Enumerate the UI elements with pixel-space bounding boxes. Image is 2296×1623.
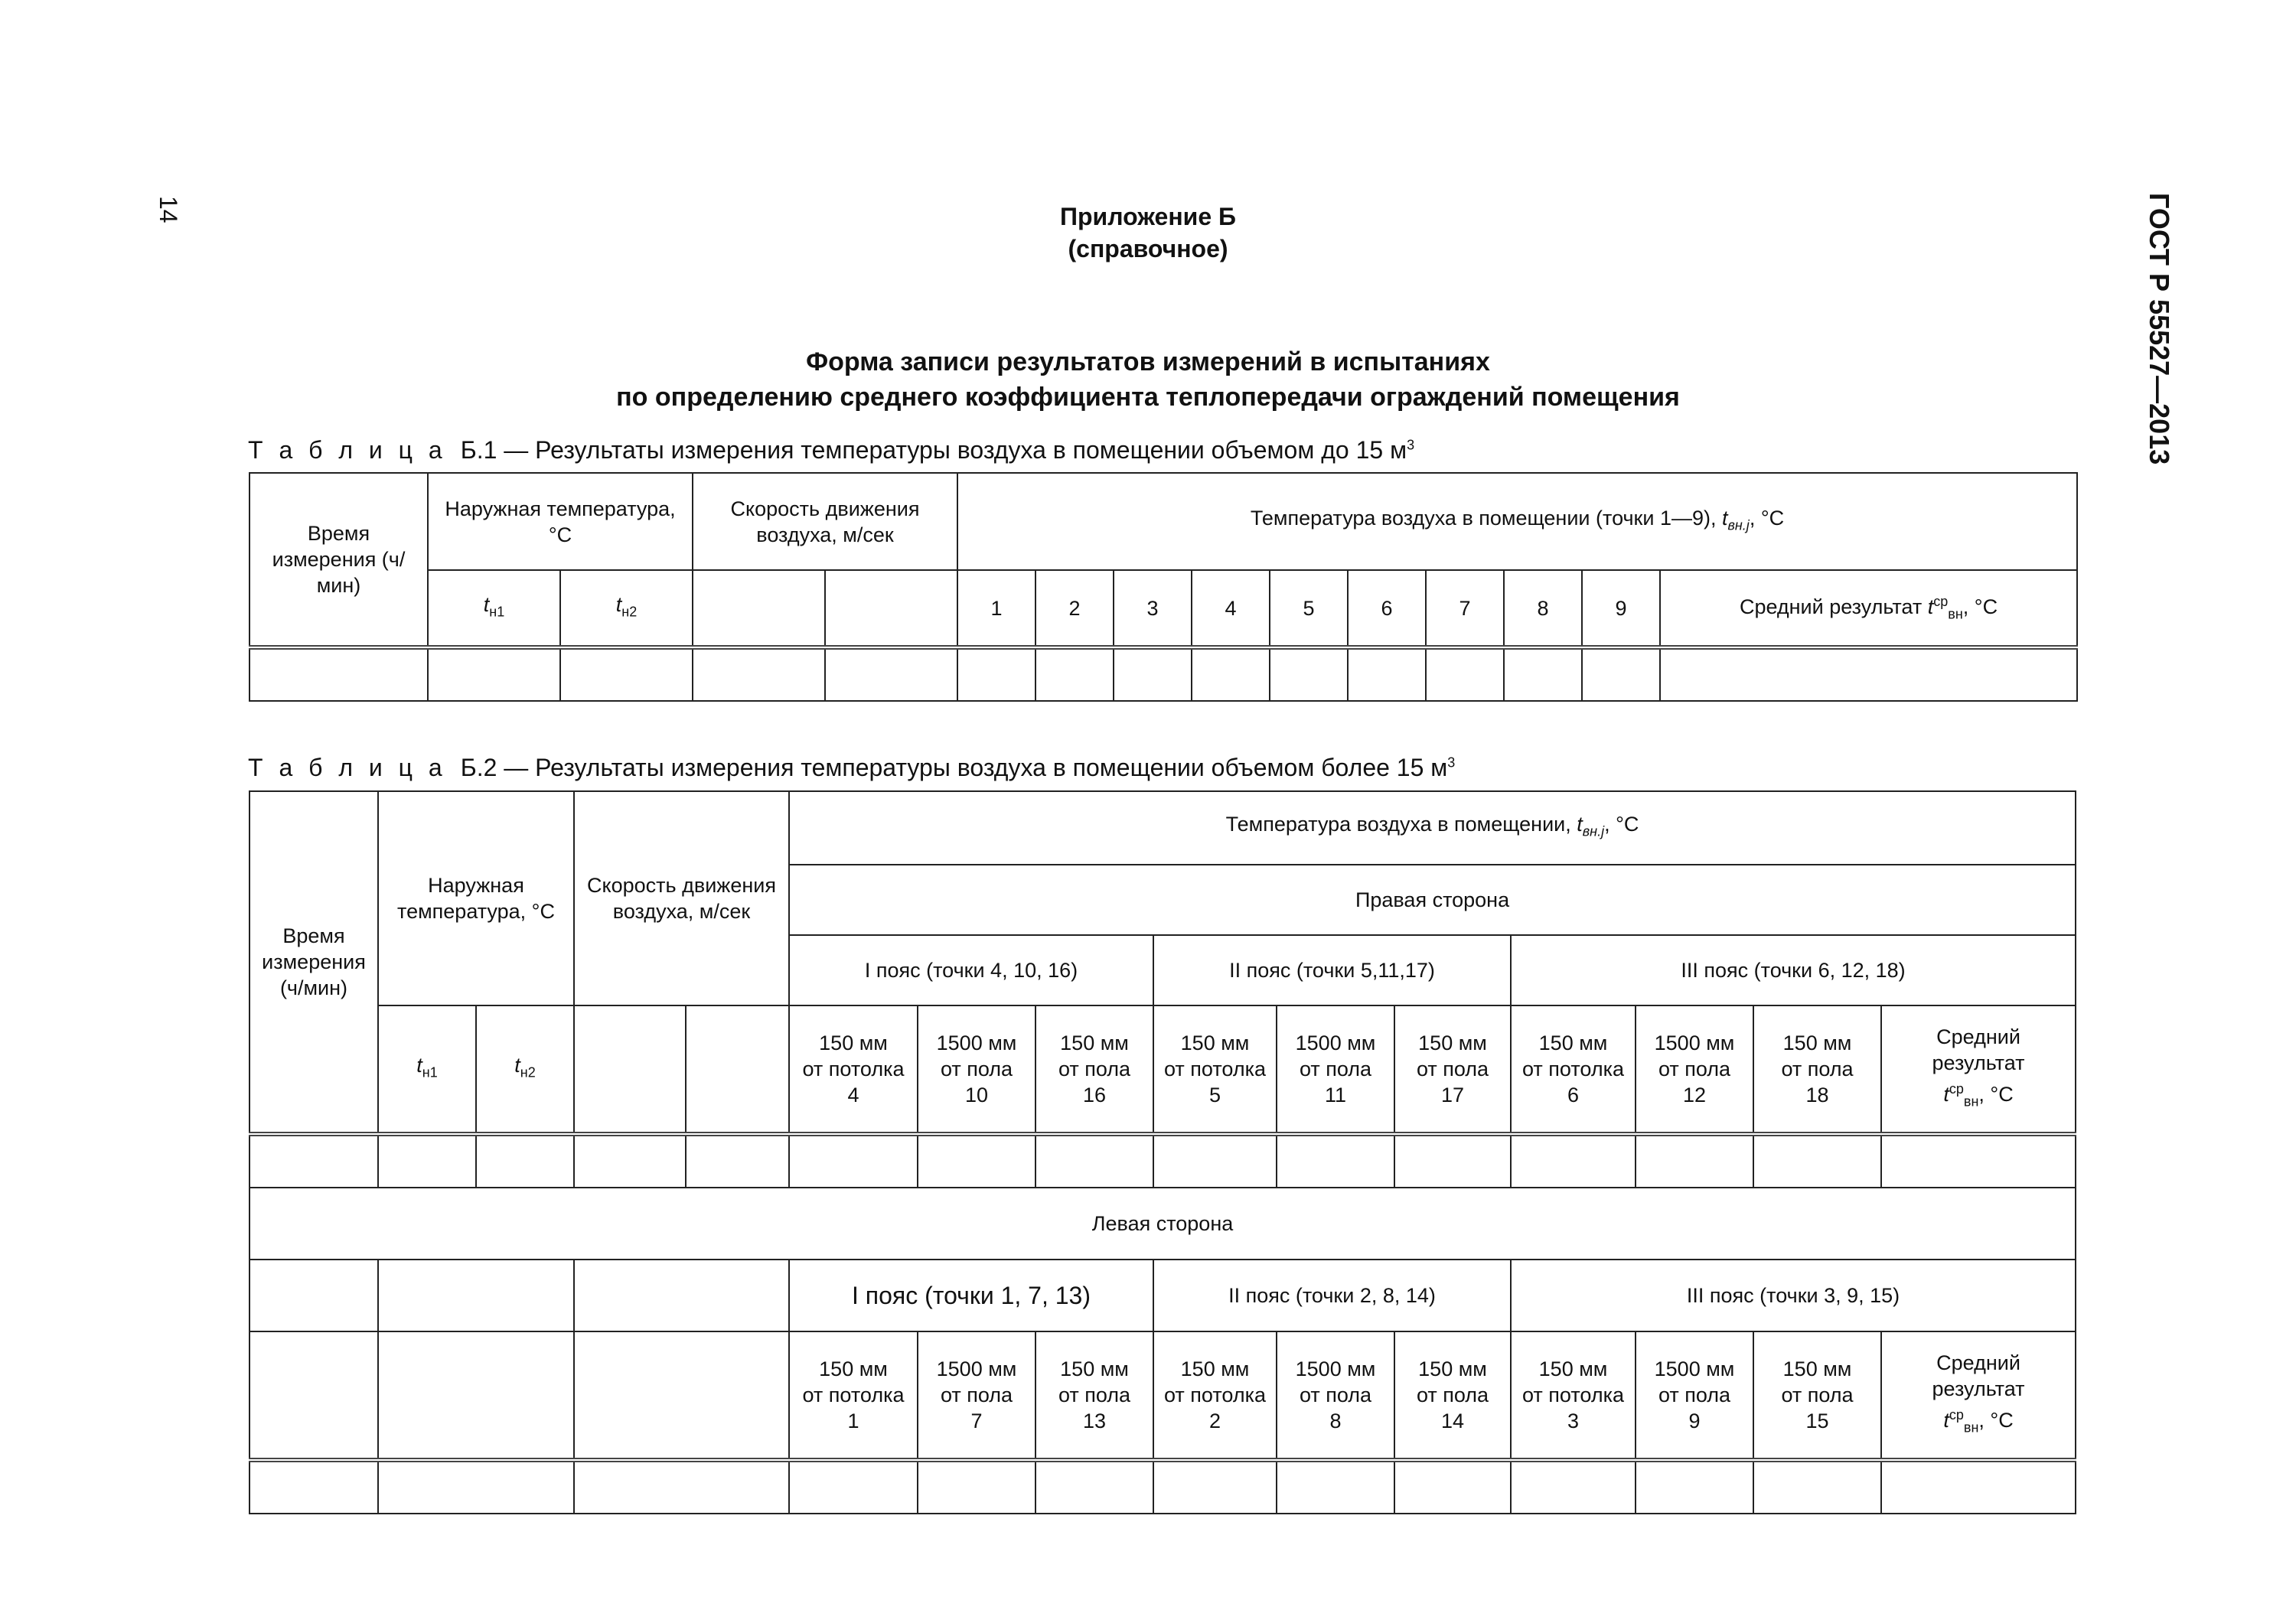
table1-point-7: 7 (1426, 570, 1504, 647)
table2-cell (1511, 1460, 1636, 1514)
point-number: 5 (1208, 1084, 1221, 1106)
table1-point-5: 5 (1270, 570, 1348, 647)
point-location: от пола (940, 1058, 1013, 1080)
table2-right-side-header: Правая сторона (789, 865, 2076, 935)
table1-room-temp-text: Температура воздуха в помещении (точки 1—9), (1250, 506, 1722, 530)
table1-room-temp-symbol: t (1721, 506, 1728, 530)
table2-cell (378, 1260, 574, 1331)
point-position: 150 мм (1060, 1031, 1129, 1054)
table2-cell (378, 1460, 574, 1514)
point-position: 150 мм (819, 1357, 888, 1380)
table2-cell (1153, 1134, 1277, 1188)
point-position: 1500 мм (936, 1031, 1017, 1054)
table1-caption-sup: 3 (1407, 437, 1415, 453)
table2-cell (1153, 1460, 1277, 1514)
table2-cell (476, 1134, 574, 1188)
table2-left-point-cell (1511, 1331, 1636, 1460)
table1-cell (428, 647, 560, 701)
table2-cell (249, 1331, 378, 1460)
table2-cell (1881, 1134, 2076, 1188)
table2-left-points-row (249, 1331, 2076, 1460)
table1-point-3: 3 (1114, 570, 1192, 647)
table1-tn2-symbol: t (615, 592, 622, 616)
table2-left-point-cell (789, 1331, 918, 1460)
table2-right-point-cell (1035, 1005, 1153, 1134)
table1-label: Т а б л и ц а (248, 436, 447, 464)
table1-avg-sup: ср (1933, 594, 1949, 610)
table2-cell (249, 1460, 378, 1514)
point-position: 1500 мм (1654, 1357, 1735, 1380)
table1-caption-text: Б.1 — Результаты измерения температуры воздуха в помещении объемом до 15 м (460, 436, 1407, 464)
avg-symbol: t (1943, 1082, 1949, 1106)
table1-avg-symbol: t (1927, 595, 1934, 619)
table2-cell (1394, 1460, 1511, 1514)
point-number: 9 (1688, 1410, 1701, 1432)
table1-cell (1660, 647, 2077, 701)
point-position: 150 мм (1180, 1031, 1250, 1054)
point-position: 150 мм (1782, 1031, 1852, 1054)
table2-right-points-row (249, 1005, 2076, 1134)
avg-sub: вн (1963, 1419, 1979, 1436)
table1-cell (1504, 647, 1582, 701)
table2-cell (1511, 1134, 1636, 1188)
table2-right-point-cell (1277, 1005, 1394, 1134)
table1-cell (1192, 647, 1270, 701)
table1-cell (560, 647, 693, 701)
point-location: от пола (1058, 1383, 1131, 1406)
appendix-subtitle: (справочное) (1068, 235, 1228, 262)
point-location: от потолка (1164, 1383, 1266, 1406)
point-position: 1500 мм (1295, 1357, 1376, 1380)
point-position: 150 мм (1538, 1031, 1608, 1054)
document-id: ГОСТ Р 55527—2013 (2144, 193, 2175, 465)
point-position: 1500 мм (1654, 1031, 1735, 1054)
point-number: 4 (847, 1084, 859, 1106)
table2-caption-sup: 3 (1447, 754, 1456, 771)
table1-air-speed-sub-2 (825, 570, 957, 647)
table1-room-temp-unit: , °С (1749, 506, 1785, 530)
point-location: от пола (1416, 1383, 1489, 1406)
point-location: от пола (1781, 1058, 1854, 1080)
point-location: от пола (1058, 1058, 1131, 1080)
avg-symbol: t (1943, 1408, 1949, 1432)
table2-right-belt-2: II пояс (точки 5,11,17) (1153, 935, 1511, 1005)
table2-cell (1035, 1134, 1153, 1188)
page-number: 14 (155, 196, 182, 223)
table2 (249, 790, 2076, 1514)
table2-cell (1753, 1134, 1881, 1188)
table1-cell (249, 647, 428, 701)
table2-left-belt-3: III пояс (точки 3, 9, 15) (1511, 1260, 2076, 1331)
table2-cell (918, 1134, 1035, 1188)
table2-tn1-symbol: t (416, 1054, 422, 1077)
table2-cell (574, 1331, 789, 1460)
table1 (249, 472, 2078, 702)
table2-cell (249, 1134, 378, 1188)
point-number: 13 (1082, 1410, 1107, 1432)
table2-tn2-symbol: t (514, 1054, 520, 1077)
table1-cell (1582, 647, 1660, 701)
point-location: от пола (1658, 1058, 1731, 1080)
table2-room-temp-header (789, 791, 2076, 865)
table2-right-point-cell (1153, 1005, 1277, 1134)
table1-point-1: 1 (957, 570, 1035, 647)
form-title-line1: Форма записи результатов измерений в испытаниях (806, 347, 1490, 376)
table2-right-belt-1: I пояс (точки 4, 10, 16) (789, 935, 1153, 1005)
table1-air-speed-header: Скорость движения воздуха, м/сек (693, 473, 957, 570)
table2-tn2-header (476, 1005, 574, 1134)
table1-cell (1426, 647, 1504, 701)
point-position: 150 мм (1538, 1357, 1608, 1380)
point-location: от потолка (1522, 1058, 1624, 1080)
table2-data-row-left (249, 1460, 2076, 1514)
table2-cell (378, 1134, 476, 1188)
point-position: 150 мм (1418, 1357, 1487, 1380)
point-location: от пола (1658, 1383, 1731, 1406)
point-number: 12 (1682, 1084, 1707, 1106)
table2-right-point-cell (1394, 1005, 1511, 1134)
table2-left-belt-1: I пояс (точки 1, 7, 13) (789, 1260, 1153, 1331)
table1-point-8: 8 (1504, 570, 1582, 647)
table2-left-point-cell (1277, 1331, 1394, 1460)
point-number: 8 (1329, 1410, 1342, 1432)
point-position: 150 мм (1782, 1357, 1852, 1380)
table2-cell (1881, 1460, 2076, 1514)
table1-point-4: 4 (1192, 570, 1270, 647)
table1-avg-unit: , °С (1962, 595, 1998, 619)
table1-tn2-header (560, 570, 693, 647)
table2-air-speed-sub-1 (574, 1005, 686, 1134)
avg-line2: результат (1932, 1051, 2025, 1074)
avg-sub: вн (1963, 1093, 1979, 1110)
table1-tn1-sub: н1 (489, 604, 505, 620)
table1-cell (1348, 647, 1426, 701)
appendix-title: Приложение Б (1060, 203, 1236, 230)
table1-air-speed-sub-1 (693, 570, 825, 647)
table2-cell (1394, 1134, 1511, 1188)
point-number: 17 (1440, 1084, 1465, 1106)
table2-label: Т а б л и ц а (248, 754, 447, 781)
appendix-heading (0, 200, 2296, 265)
table1-tn2-sub: н2 (621, 604, 638, 620)
table1-cell (825, 647, 957, 701)
avg-line1: Средний (1936, 1351, 2020, 1374)
table1-avg-header (1660, 570, 2077, 647)
table2-room-temp-text: Температура воздуха в помещении, (1225, 813, 1577, 836)
table2-data-row-right (249, 1134, 2076, 1188)
point-number: 14 (1440, 1410, 1465, 1432)
table2-left-point-cell (1153, 1331, 1277, 1460)
avg-sup: ср (1949, 1080, 1964, 1097)
table1-tn1-symbol: t (483, 592, 490, 616)
point-location: от пола (1299, 1383, 1372, 1406)
table2-caption-text: Б.2 — Результаты измерения температуры воздуха в помещении объемом более 15 м (460, 754, 1448, 781)
table2-right-belt-3: III пояс (точки 6, 12, 18) (1511, 935, 2076, 1005)
table2-left-side-header: Левая сторона (249, 1188, 2076, 1260)
point-location: от пола (1299, 1058, 1372, 1080)
table1-time-header: Время измерения (ч/мин) (249, 473, 428, 647)
table2-left-point-cell (1394, 1331, 1511, 1460)
point-position: 150 мм (1418, 1031, 1487, 1054)
table2-time-header: Время измерения (ч/мин) (249, 791, 378, 1134)
avg-line1: Средний (1936, 1025, 2020, 1048)
avg-unit: , °С (1978, 1408, 2014, 1432)
point-number: 15 (1805, 1410, 1829, 1432)
table1-cell (693, 647, 825, 701)
point-location: от потолка (802, 1383, 905, 1406)
table2-room-temp-unit: , °С (1604, 813, 1639, 836)
table2-cell (1753, 1460, 1881, 1514)
point-position: 150 мм (1180, 1357, 1250, 1380)
table2-left-point-cell (918, 1331, 1035, 1460)
table1-avg-sub: вн (1948, 606, 1963, 622)
table1-room-temp-sub: вн.j (1727, 517, 1750, 533)
avg-line2: результат (1932, 1377, 2025, 1400)
table2-caption (248, 754, 1455, 782)
point-number: 6 (1567, 1084, 1580, 1106)
table2-tn1-header (378, 1005, 476, 1134)
table2-room-temp-sub: вн.j (1582, 823, 1605, 839)
table2-cell (1277, 1134, 1394, 1188)
table2-cell (1636, 1460, 1753, 1514)
avg-unit: , °С (1978, 1082, 2014, 1106)
table1-tn1-header (428, 570, 560, 647)
table2-left-point-cell (1035, 1331, 1153, 1460)
table1-caption (248, 436, 1414, 464)
table2-cell (789, 1460, 918, 1514)
table1-outdoor-temp-header: Наружная температура, °С (428, 473, 693, 570)
point-location: от потолка (802, 1058, 905, 1080)
point-location: от пола (1416, 1058, 1489, 1080)
table2-cell (574, 1260, 789, 1331)
table2-right-point-cell (1511, 1005, 1636, 1134)
table1-cell (1114, 647, 1192, 701)
table2-cell (1277, 1460, 1394, 1514)
point-number: 1 (847, 1410, 859, 1432)
table1-cell (1270, 647, 1348, 701)
table2-cell (574, 1134, 686, 1188)
table2-outdoor-temp-header: Наружная температура, °С (378, 791, 574, 1005)
table2-tn2-sub: н2 (520, 1064, 536, 1080)
point-position: 1500 мм (936, 1357, 1017, 1380)
form-title (0, 344, 2296, 415)
table1-avg-text: Средний результат (1739, 595, 1928, 619)
table2-cell (686, 1134, 789, 1188)
avg-line3 (1885, 1402, 2072, 1440)
point-location: от потолка (1164, 1058, 1266, 1080)
table2-cell (918, 1460, 1035, 1514)
point-number: 18 (1805, 1084, 1829, 1106)
avg-line3 (1885, 1076, 2072, 1114)
table2-left-point-cell (1753, 1331, 1881, 1460)
table2-right-avg-header (1881, 1005, 2076, 1134)
point-number: 10 (964, 1084, 989, 1106)
point-number: 11 (1324, 1084, 1347, 1106)
table2-tn1-sub: н1 (422, 1064, 438, 1080)
table2-air-speed-header: Скорость движения воздуха, м/сек (574, 791, 789, 1005)
table2-cell (574, 1460, 789, 1514)
table1-room-temp-header (957, 473, 2077, 570)
table2-cell (378, 1331, 574, 1460)
table2-right-point-cell (1753, 1005, 1881, 1134)
table2-room-temp-symbol: t (1577, 813, 1583, 836)
table1-data-row (249, 647, 2077, 701)
table1-cell (1035, 647, 1114, 701)
table2-cell (1636, 1134, 1753, 1188)
point-location: от пола (940, 1383, 1013, 1406)
table1-cell (957, 647, 1035, 701)
point-position: 150 мм (819, 1031, 888, 1054)
table2-cell (249, 1260, 378, 1331)
table2-right-point-cell (918, 1005, 1035, 1134)
point-number: 2 (1208, 1410, 1221, 1432)
table2-cell (1035, 1460, 1153, 1514)
avg-sup: ср (1949, 1406, 1964, 1423)
table2-left-avg-header (1881, 1331, 2076, 1460)
form-title-line2: по определению среднего коэффициента теплопередачи ограждений помещения (616, 383, 1680, 412)
table2-air-speed-sub-2 (686, 1005, 789, 1134)
table1-point-2: 2 (1035, 570, 1114, 647)
point-number: 3 (1567, 1410, 1580, 1432)
point-number: 7 (970, 1410, 983, 1432)
table2-left-belt-2: II пояс (точки 2, 8, 14) (1153, 1260, 1511, 1331)
point-location: от пола (1781, 1383, 1854, 1406)
point-location: от потолка (1522, 1383, 1624, 1406)
table2-right-point-cell (1636, 1005, 1753, 1134)
table1-point-6: 6 (1348, 570, 1426, 647)
point-number: 16 (1082, 1084, 1107, 1106)
point-position: 1500 мм (1295, 1031, 1376, 1054)
point-position: 150 мм (1060, 1357, 1129, 1380)
table2-left-point-cell (1636, 1331, 1753, 1460)
table2-right-point-cell (789, 1005, 918, 1134)
table2-cell (789, 1134, 918, 1188)
table1-point-9: 9 (1582, 570, 1660, 647)
